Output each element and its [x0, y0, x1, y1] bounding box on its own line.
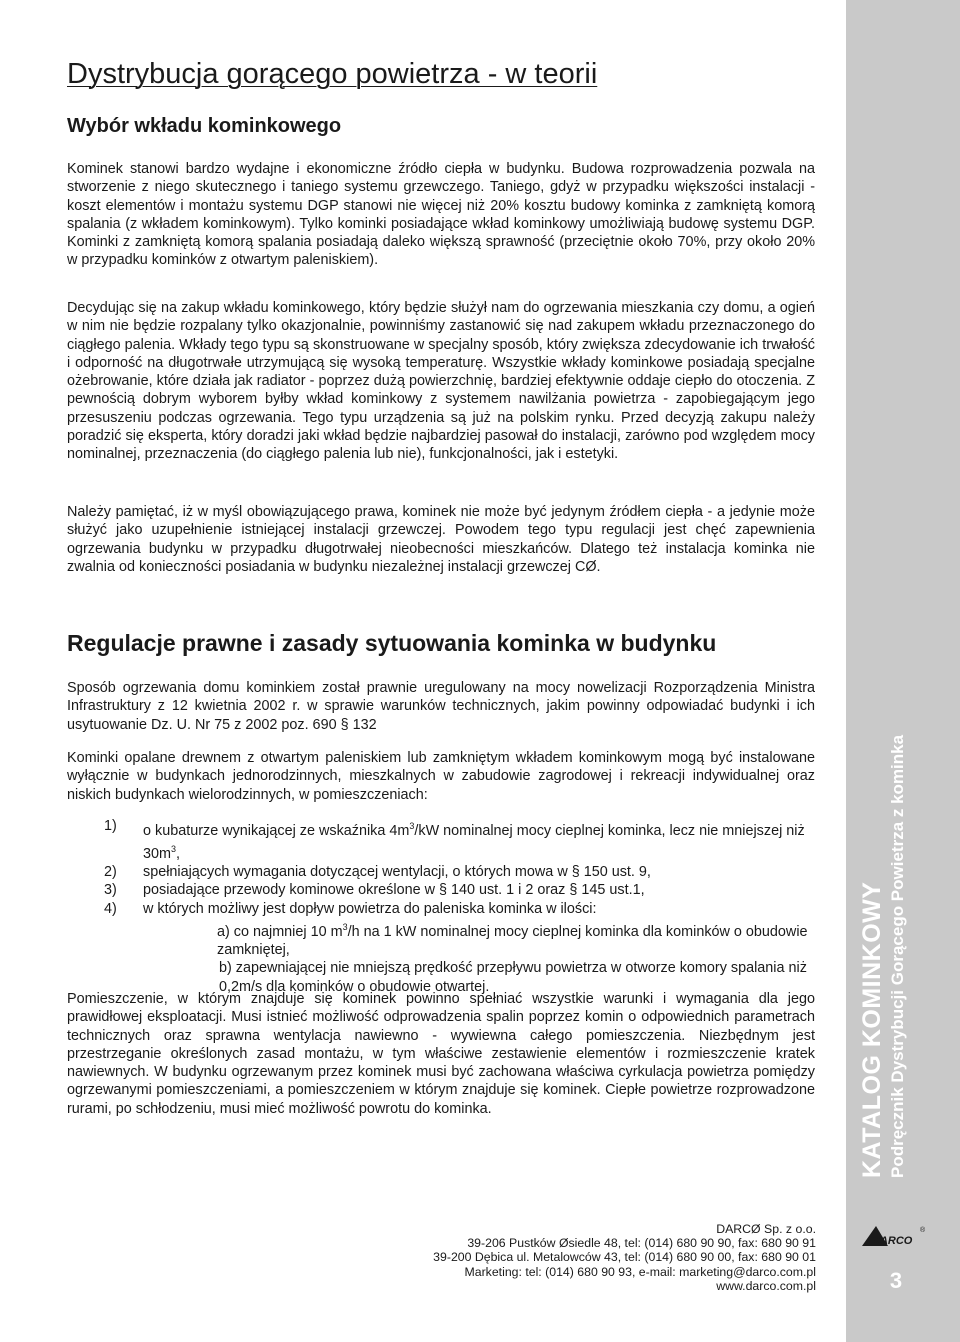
list-item-text: spełniających wymagania dotyczącej wentylacji, o których mowa w § 150 ust. 9,	[143, 864, 651, 881]
list-item-text: w których możliwy jest dopływ powietrza do paleniska kominka w ilości:	[143, 900, 597, 917]
footer-contact	[330, 1222, 816, 1293]
marketing-line: Marketing: tel: (014) 680 90 93, e-mail: marketing@darco.com.pl	[464, 1264, 816, 1279]
paragraph: Pomieszczenie, w którym znajduje się kominek powinno spełniać wszystkie warunki i wymagania dla jego prawidłowej eksploatacji. Musi istnieć możliwość odprowadzenia spalin poprzez komin o odpowiednich parametrach technicznych oraz sprawna wentylacja nawiewno - wywiewna całego pomieszczenia. Niezbędnym jest przestrzeganie określonych zasad montażu, w tym właściwe zestawienie elementów i rozmieszczenie kratek nawiewnych. W budynku ogrzewanym przez kominek musi być zachowana właściwa cyrkulacja powietrza pomiędzy ogrzewanymi pomieszczeniami, a pomieszczeniem w którym znajduje się kominek. Ciepłe powietrze rozprowadzone rurami, po schłodzeniu, musi mieć możliwość powrotu do kominka.	[67, 991, 815, 1117]
paragraph: Kominek stanowi bardzo wydajne i ekonomiczne źródło ciepła w budynku. Budowa rozprowadzenia pozwala na stworzenie z niego skutecznego i taniego systemu grzewczego. Taniego, gdyż w przypadku większości instalacji - koszt elementów i montażu systemu DGP stanowi nie więcej niż 20% kosztu budowy kominka z zamkniętą komorą spalania (z wkładem kominkowym). Tylko kominki posiadające wkład kominkowy umożliwiają budowę systemu DGP. Kominki z zamkniętą komorą spalania posiadają daleko większą sprawność (przeciętnie około 70%, przy około 20% w przypadku kominków z otwartym paleniskiem).	[67, 161, 815, 269]
website-link[interactable]: www.darco.com.pl	[716, 1278, 816, 1293]
superscript: 3	[171, 844, 177, 855]
catalog-subtitle: Podręcznik Dystrybucji Gorącego Powietrza z kominka	[888, 734, 907, 1178]
list-item	[67, 863, 815, 881]
page-title: Dystrybucja gorącego powietrza - w teorii	[67, 58, 598, 90]
requirements-list	[67, 817, 815, 996]
paragraph: Kominki opalane drewnem z otwartym paleniskiem lub zamkniętym wkładem kominkowym mogą być instalowane wyłącznie w budynkach jednorodzinnych, mieszkalnych w zabudowie zagrodowej i rekreacji indywidualnej oraz niskich budynkach wielorodzinnych, w pomieszczeniach:	[67, 750, 815, 803]
paragraph: Należy pamiętać, iż w myśl obowiązującego prawa, kominek nie może być jedynym źródłem ciepła - a jedynie może służyć jako uzupełnienie istniejącej instalacji grzewczej. Powodem tego typu regulacji jest chęć zapewnienia ogrzewania budynku w przypadku długotrwałej nieobecności mieszkańców. Dlatego też instalacja kominka nie zwalnia od konieczności posiadania w budynku niezależnej instalacji grzewczej CØ.	[67, 504, 815, 575]
paragraph: Decydując się na zakup wkładu kominkowego, który będzie służył nam do ogrzewania mieszkania czy domu, a ogień w nim nie będzie rozpalany tylko okazjonalnie, powinniśmy zastanowić się nad zakupem wkładu przeznaczonego do ciągłego palenia. Wkłady tego typu są skonstruowane w specjalny sposób, który zwiększa zdecydowanie ich trwałość i odporność na długotrwałe utrzymującą się wysoką temperaturę. Wszystkie wkłady kominkowe posiadają specjalne ożebrowanie, które działa jak radiator - poprzez dużą powierzchnię, bardziej efektywnie oddaje ciepło do otoczenia. Z pewnością dobrym wyborem byłby wkład kominkowy z systemem nawilżania powietrza - zapobiegającym jego przesuszeniu podczas ogrzewania. Tego typu urządzenia są już na polskim rynku. Przed decyzją zakupu należy poradzić się eksperta, który doradzi jaki wkład będzie najbardziej pasował do instalacji, zarówno pod względem mocy nominalnej, przeznaczenia (do ciągłego palenia lub nie), funkcjonalności, jak i estetyki.	[67, 300, 815, 463]
sub-list-item-b: b) zapewniającej nie mniejszą prędkość przepływu powietrza w otworze komory spalania niż 0,2m/s dla kominków o obudowie otwartej.	[219, 960, 807, 995]
list-item	[67, 881, 815, 899]
list-item-text: posiadające przewody kominowe określone w § 140 ust. 1 i 2 oraz § 145 ust.1,	[143, 882, 645, 899]
list-item	[67, 817, 815, 863]
superscript: 3	[342, 922, 348, 933]
list-item-text: /kW nominalnej mocy cieplnej kominka, lecz nie mniejszej niż 30m	[143, 822, 805, 862]
page-number: 3	[889, 1268, 903, 1293]
sub-item-text: a) co najmniej 10 m	[217, 923, 343, 940]
paragraph: Sposób ogrzewania domu kominkiem został prawnie uregulowany na mocy nowelizacji Rozporządzenia Ministra Infrastruktury z 12 kwietnia 2002 r. w sprawie warunków technicznych, jakim powinny odpowiadać budynki i ich usytuowanie Dz. U. Nr 75 z 2002 poz. 690 § 132	[67, 680, 815, 733]
list-item-number: 1)	[104, 818, 117, 834]
list-item	[67, 900, 815, 918]
superscript: 3	[409, 821, 415, 831]
company-name: DARCØ Sp. z o.o.	[716, 1222, 816, 1236]
darco-logo	[858, 1220, 928, 1250]
sub-list-item-a	[67, 918, 815, 959]
sub-item-text: /h na 1 kW nominalnej mocy cieplnej kominka dla kominków o obudowie zamkniętej,	[217, 923, 808, 959]
address-line: 39-200 Dębica ul. Metalowców 43, tel: (014) 680 90 00, fax: 680 90 01	[433, 1250, 816, 1265]
sidebar-vertical-text	[858, 735, 909, 1178]
section-heading-insert-choice: Wybór wkładu kominkowego	[67, 115, 342, 137]
catalog-title: KATALOG KOMINKOWY	[858, 881, 886, 1178]
section-heading-regulations: Regulacje prawne i zasady sytuowania kominka w budynku	[67, 630, 717, 656]
address-line: 39-206 Pustków Øsiedle 48, tel: (014) 680 90 90, fax: 680 90 91	[467, 1236, 816, 1251]
logo-registered: ®	[920, 1227, 926, 1234]
logo-text: DARCO	[872, 1235, 913, 1247]
list-item-text: o kubaturze wynikającej ze wskaźnika 4m	[143, 822, 410, 839]
list-item-number: 2)	[104, 864, 117, 881]
list-item-number: 3)	[104, 882, 117, 899]
list-item-text: ,	[176, 845, 181, 862]
list-item-number: 4)	[104, 900, 117, 917]
